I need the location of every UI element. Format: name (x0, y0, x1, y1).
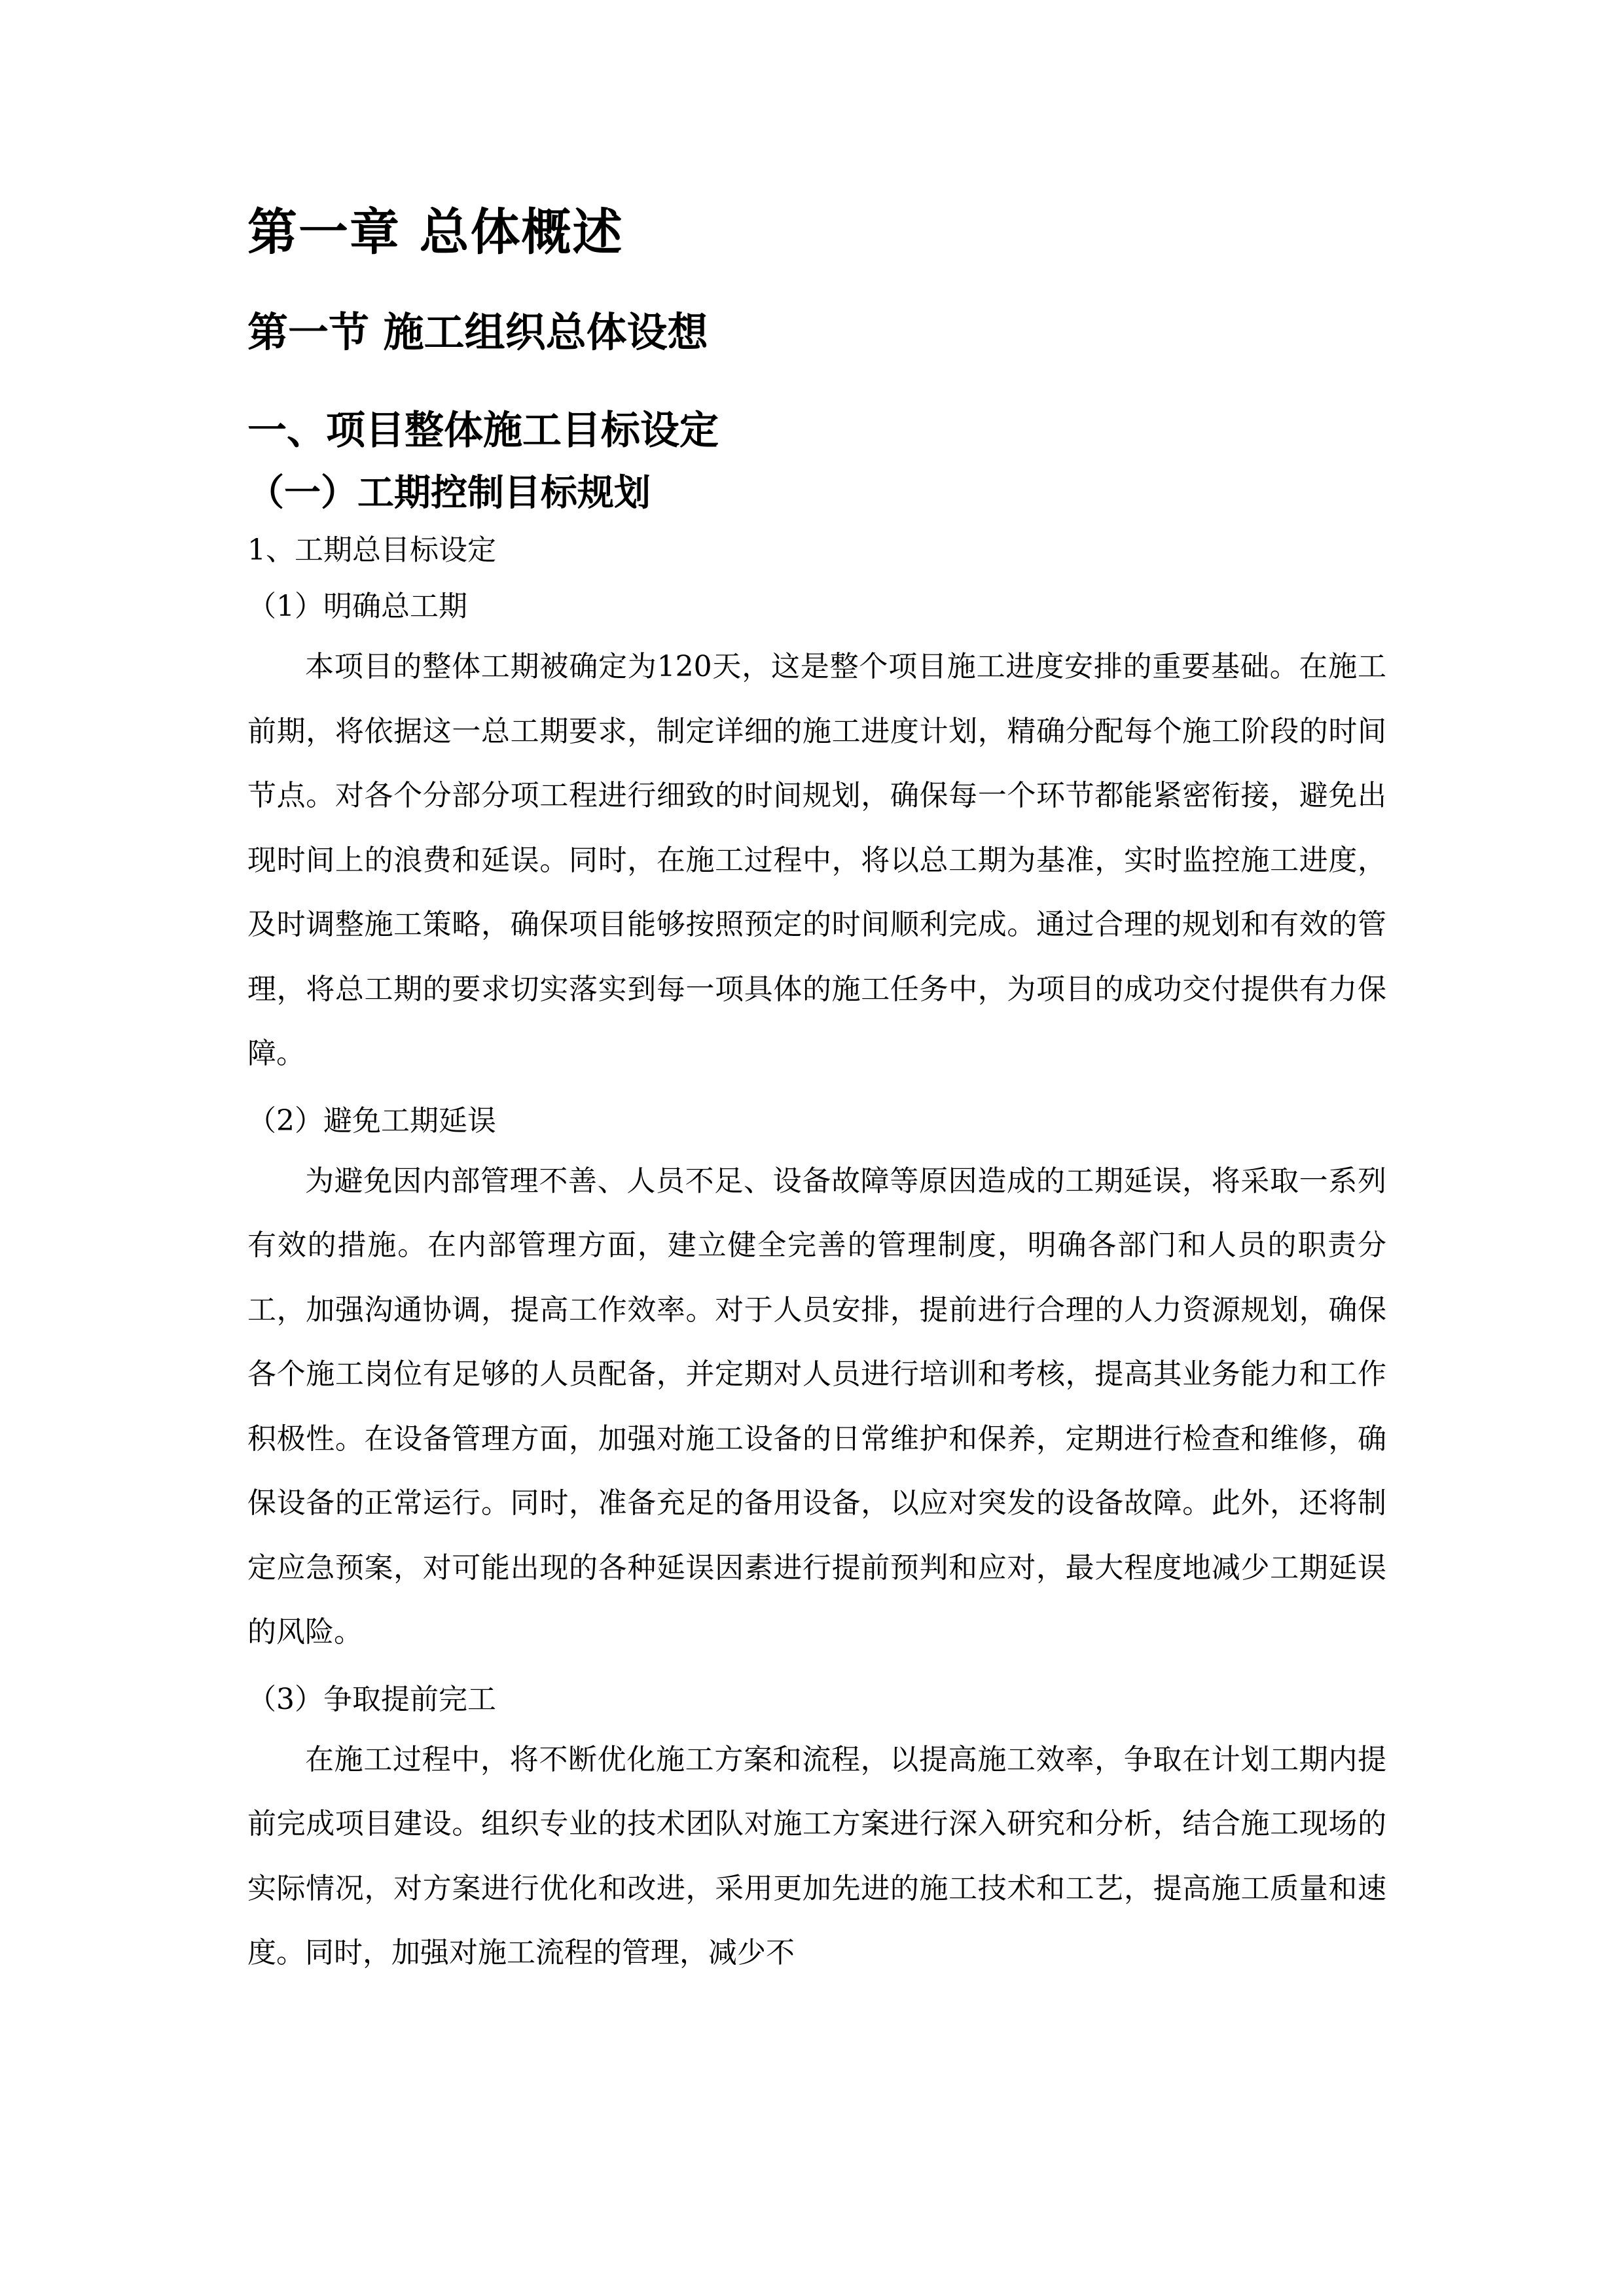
paragraph-text: 为避免因内部管理不善、人员不足、设备故障等原因造成的工期延误，将采取一系列有效的措施。在内部管理方面，建立健全完善的管理制度，明确各部门和人员的职责分工，加强沟通协调，提高工作效率。对于人员安排，提前进行合理的人力资源规划，确保各个施工岗位有足够的人员配备，并定期对人员进行培训和考核，提高其业务能力和工作积极性。在设备管理方面，加强对施工设备的日常维护和保养，定期进行检查和维修，确保设备的正常运行。同时，准备充足的备用设备，以应对突发的设备故障。此外，还将制定应急预案，对可能出现的各种延误因素进行提前预判和应对，最大程度地减少工期延误的风险。 (247, 1164, 1386, 1649)
document-content (247, 196, 1386, 1986)
part-title: （一）工期控制目标规划 (247, 471, 651, 514)
chapter-title: 第一章 总体概述 (247, 203, 624, 261)
paragraph-title: （3）争取提前完工 (247, 1682, 496, 1716)
paragraph-text: 本项目的整体工期被确定为120天，这是整个项目施工进度安排的重要基础。在施工前期，将依据这一总工期要求，制定详细的施工进度计划，精确分配每个施工阶段的时间节点。对各个分部分项工程进行细致的时间规划，确保每一个环节都能紧密衔接，避免出现时间上的浪费和延误。同时，在施工过程中，将以总工期为基准，实时监控施工进度，及时调整施工策略，确保项目能够按照预定的时间顺利完成。通过合理的规划和有效的管理，将总工期的要求切实落实到每一项具体的施工任务中，为项目的成功交付提供有力保障。 (247, 650, 1386, 1070)
paragraph-text: 在施工过程中，将不断优化施工方案和流程，以提高施工效率，争取在计划工期内提前完成项目建设。组织专业的技术团队对施工方案进行深入研究和分析，结合施工现场的实际情况，对方案进行优化和改进，采用更加先进的施工技术和工艺，提高施工质量和速度。同时，加强对施工流程的管理，减少不 (247, 1742, 1386, 1969)
item-title: 1、工期总目标设定 (247, 533, 496, 567)
paragraph-title: （1）明确总工期 (247, 590, 467, 623)
paragraph-title: （2）避免工期延误 (247, 1103, 496, 1138)
section-title: 第一节 施工组织总体设想 (247, 308, 708, 356)
subsection-title: 一、项目整体施工目标设定 (247, 408, 719, 454)
